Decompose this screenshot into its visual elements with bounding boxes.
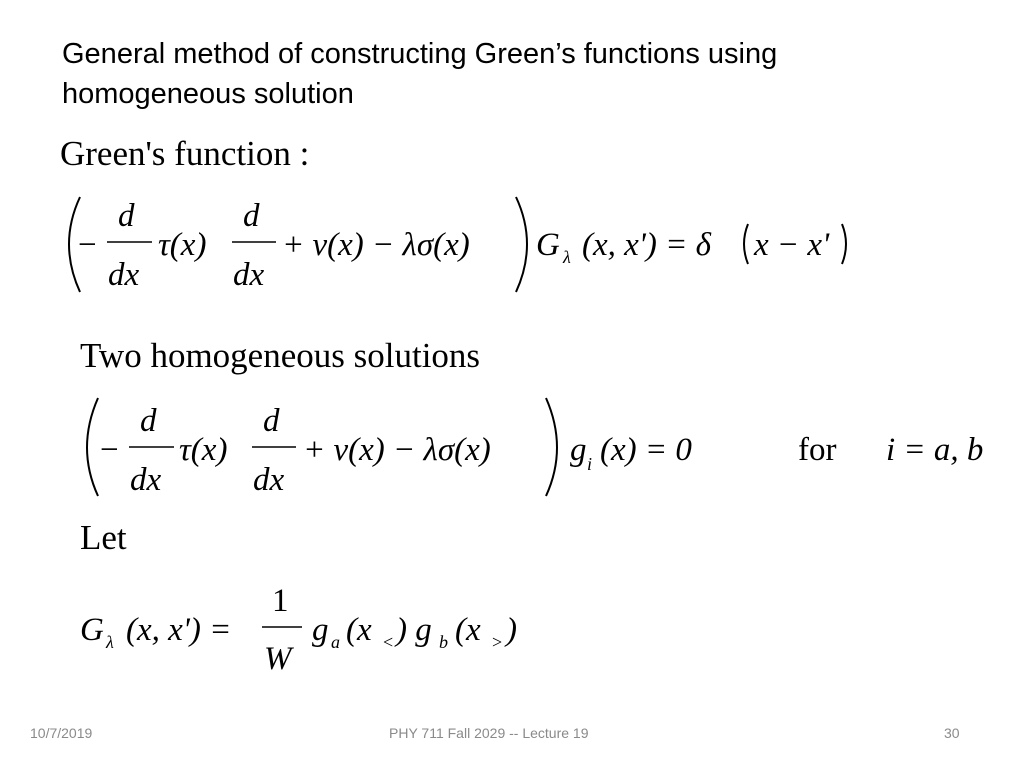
fraction-2-denominator: dx bbox=[233, 257, 265, 293]
minus-sign: − bbox=[100, 432, 119, 468]
slide-title-line-2: homogeneous solution bbox=[62, 78, 354, 110]
fraction-1-denominator: dx bbox=[130, 462, 162, 498]
v-lambda-sigma-term: + v(x) − λσ(x) bbox=[303, 432, 491, 468]
a-subscript: a bbox=[331, 632, 340, 652]
minus-sign: − bbox=[78, 227, 97, 263]
fraction-2-numerator: d bbox=[243, 198, 260, 234]
footer-date: 10/7/2019 bbox=[30, 725, 93, 741]
footer-course: PHY 711 Fall 2029 -- Lecture 19 bbox=[389, 725, 589, 741]
lambda-subscript: λ bbox=[106, 632, 114, 652]
fraction-numerator: 1 bbox=[272, 583, 289, 619]
index-condition: i = a, b bbox=[886, 432, 984, 468]
less-subscript: < bbox=[383, 632, 394, 652]
close-paren: ) bbox=[506, 612, 517, 648]
fraction-1-numerator: d bbox=[118, 198, 135, 234]
greater-subscript: > bbox=[492, 632, 503, 652]
tau-term: τ(x) bbox=[158, 227, 207, 263]
fraction-2-numerator: d bbox=[263, 403, 280, 439]
greens-function-label: Green's function : bbox=[60, 134, 310, 173]
tau-term: τ(x) bbox=[179, 432, 228, 468]
delta-argument: x − x' bbox=[754, 227, 830, 263]
i-subscript: i bbox=[587, 454, 593, 474]
wronskian-W: W bbox=[264, 641, 292, 677]
slide-title-line-1: General method of constructing Green’s functions using bbox=[62, 38, 778, 70]
greens-arguments: (x, x') = bbox=[126, 612, 232, 648]
let-label: Let bbox=[80, 518, 127, 557]
for-word: for bbox=[798, 432, 837, 468]
two-homogeneous-label: Two homogeneous solutions bbox=[80, 336, 481, 375]
v-lambda-sigma-term: + v(x) − λσ(x) bbox=[282, 227, 470, 263]
greens-G: G bbox=[536, 227, 560, 263]
x-less-argument: (x bbox=[346, 612, 372, 648]
b-subscript: b bbox=[439, 632, 448, 652]
footer-page-number: 30 bbox=[944, 725, 960, 741]
greens-construction-equation bbox=[80, 583, 517, 677]
fraction-1-numerator: d bbox=[140, 403, 157, 439]
greens-G: G bbox=[80, 612, 104, 648]
fraction-2-denominator: dx bbox=[253, 462, 285, 498]
ga-symbol: g bbox=[312, 612, 329, 648]
homog-rhs: (x) = 0 bbox=[600, 432, 692, 468]
lambda-subscript: λ bbox=[563, 247, 571, 267]
greens-arguments: (x, x') = δ bbox=[582, 227, 711, 263]
fraction-1-denominator: dx bbox=[108, 257, 140, 293]
x-greater-argument: (x bbox=[455, 612, 481, 648]
homog-g: g bbox=[570, 432, 587, 468]
gb-symbol: ) g bbox=[396, 612, 432, 648]
